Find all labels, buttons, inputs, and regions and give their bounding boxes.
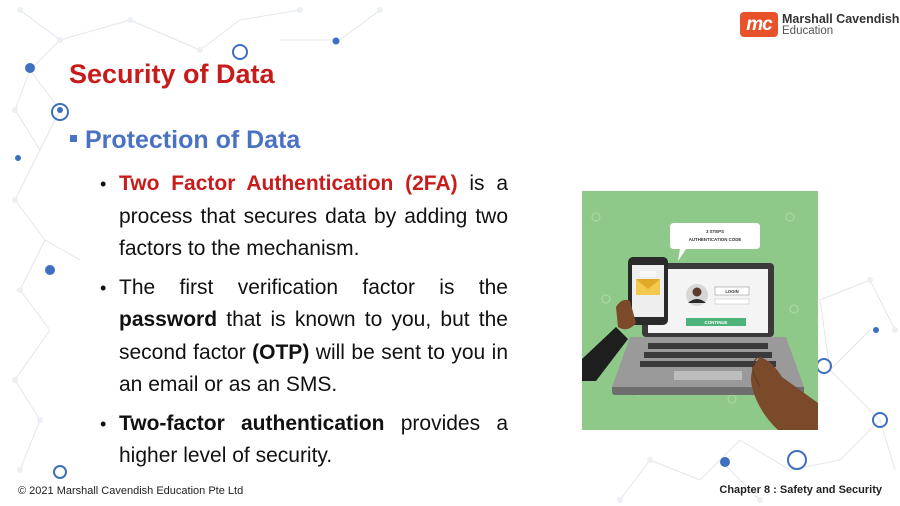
continue-label: CONTINUE (704, 320, 728, 325)
term-otp: (OTP) (252, 340, 310, 364)
bullet-item-security (100, 408, 508, 473)
chapter-footer: Chapter 8 : Safety and Security (719, 484, 882, 496)
bullet-icon: • (100, 174, 107, 194)
term-two-factor: Two-factor authentication (119, 411, 385, 435)
callout-line1: 3 STEPS (705, 229, 725, 234)
logo-name: Marshall Cavendish (782, 12, 900, 26)
bullet-icon: • (100, 277, 107, 298)
brand-logo (740, 12, 900, 42)
bullet-item-2fa (100, 168, 508, 266)
bullet-icon: • (100, 413, 107, 434)
logo-subname: Education (782, 25, 834, 37)
callout-line2: AUTHENTICATION CODE (688, 237, 742, 242)
authentication-illustration (582, 191, 818, 430)
bullet-text: will be sent to you in an email or as an SMS. (119, 340, 508, 396)
bullet-text: is a process that secures data by adding two factors to the mechanism. (119, 172, 509, 260)
slide-title: Security of Data (69, 59, 275, 89)
logo-mark: mc (740, 12, 778, 37)
bullet-text: The first verification factor is the (119, 275, 508, 299)
bullet-list (100, 168, 508, 479)
bullet-text: that is known to you, but the second factor (119, 308, 508, 364)
login-label: LOGIN (725, 289, 739, 294)
term-2fa: Two Factor Authentication (2FA) (119, 172, 458, 195)
square-bullet-icon (70, 135, 77, 142)
bullet-item-factors (100, 272, 508, 402)
term-password: password (119, 308, 218, 331)
bullet-text: provides a higher level of security. (119, 411, 508, 467)
subheading (70, 126, 300, 155)
subheading-text: Protection of Data (85, 126, 301, 154)
copyright-footer: © 2021 Marshall Cavendish Education Pte Ltd (18, 485, 244, 497)
